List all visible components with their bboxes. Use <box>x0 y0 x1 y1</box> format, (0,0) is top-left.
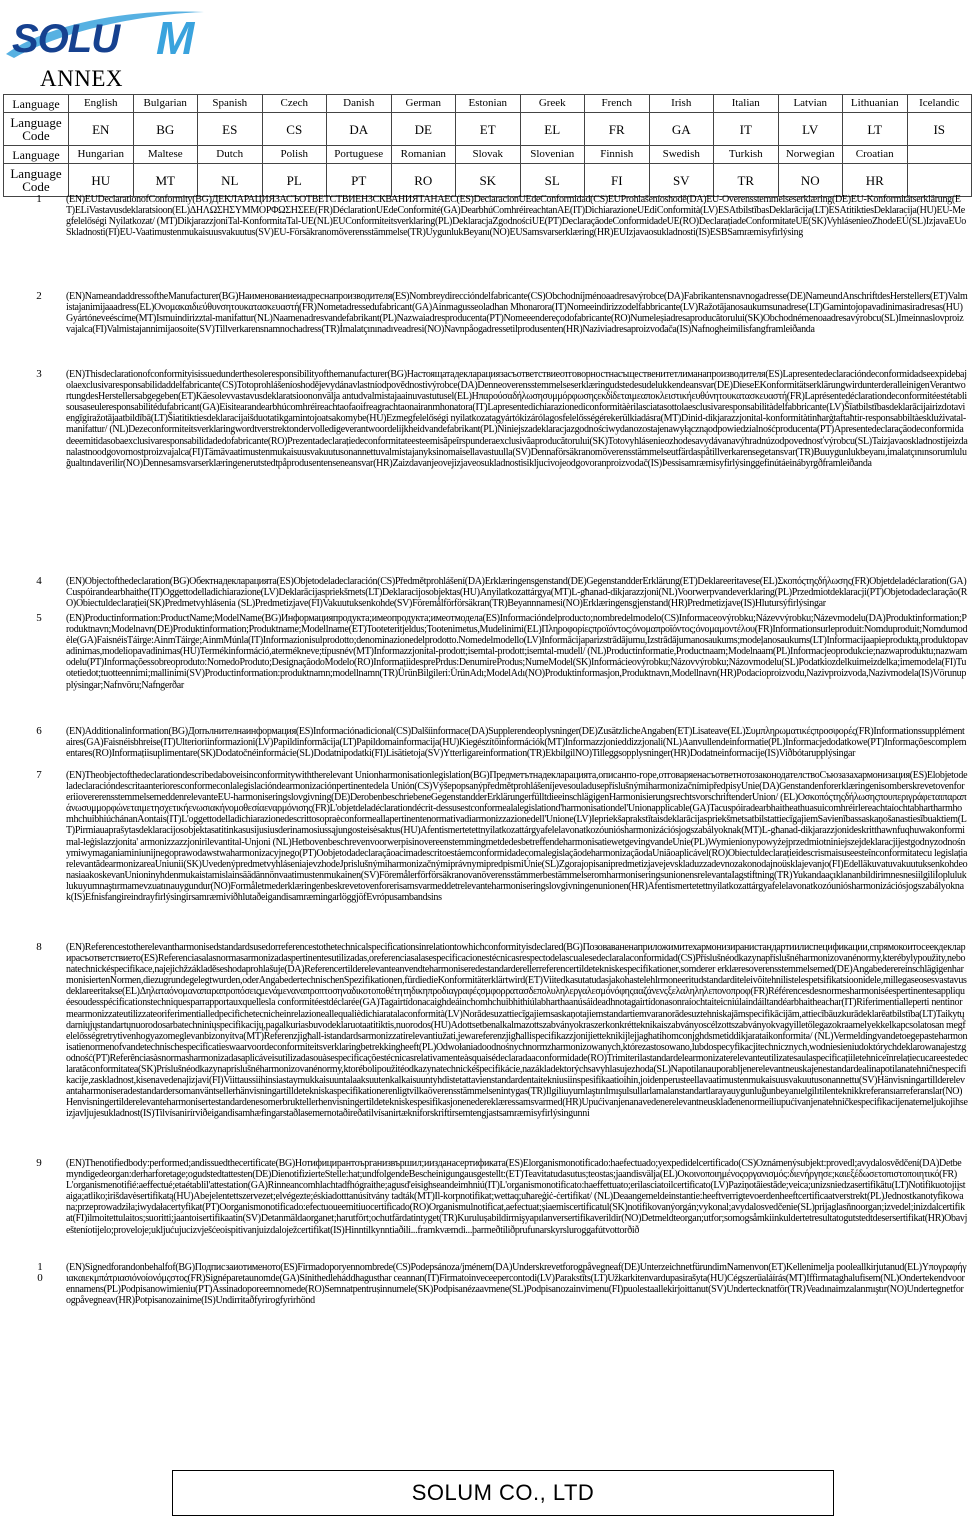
language-cell: Greek <box>520 95 585 113</box>
item-number: 1 <box>36 193 42 205</box>
language-cell: Spanish <box>198 95 263 113</box>
item-text: (EN)Referencestotherelevantharmonisedstandardsusedorreferencestothetechnicalspecificationsinrelationtowhichconformityisdeclared(BG)Позоваваненаприложимитехармонизиранистандартиилиспецификации,спрямокоитосеекдекларирасъответствието(ES)Referenciasalasnormasarmonizadaspertinentesutilizadas,oreferenciasalasespecificacionestécnicasrespectodelascualesedeclaralaconformidad(CS)Příslušnéodkazynapříslušnéharmonizovanénormy,kterébylypoužity,nebonatechnickéspecifikace,najejichžzákladěseshodaprohlašuje(DA)Referencertilderelevanteanvendteharmoniseredestandarderellerreferencertildetekniskespecifikationer,somderer erklæresoverensstemmelsemed(DE)AngabederereinschlägigenharmonisiertenNormen,diezugrundegelegtwurden,oderAngabedertechnischenSpezifikationen,fürdiedieKonformitäterklärtwird(ET)Viitedkasutatudasjakohastelehlrmoneeritudstandarditeleivõitehnilistelespetsifikatsioonidele,millegaseosesvastavusdeklareeritakse(EL)Δηλαταόνομαναπαραπροπόσειςμενάμεναναπροπτοσηναδικοτοποθέτητηδικηπροδιαγραφέςσμφορρατασδεπολυληλεργαλεσμόνόφηςααζάνενςξελαληληλεπονοπροφ(FR)Référencesdesnormesharmoniséespertinentesappliquéesoudesspécificationstechniquesparrapportauxquellesla conformitéestdéclarée(GA)Tagairtídonacaighdeáinchomhchuibhithiúlabharthaanúsáideadhnotagairtídonasonraíochtaiteicniúlaindáiltandéarbhaitheachar(IT)Riferimentialleperti nentinormearmonizzateutilizzateoriferimentialledpecifichetecnicheinrelazioneallequalièdichiaratalaconformità(LV)Norādesuzattiecīgajiemsaskaņotajiemstandartiemvaranorādesuztehniskajāmspecifikācijām,attiecībāuzkurādeklarēatbilstība(LT)Taikytųdarniųjųstandartųnuorodosarbatechniniųspecifikacijų,pagalkuriasbuvodeklaruotaatitiktis,nuorodos(HU)Adottsetbenalkalmazottszabványokraszerkonkrétteknikaiszabványoscélzottszabványokvagyilletőlegazokraamelyekkelkapcsolatosan megfelelősségretrytivenhogyazomeglevanbizonyítva(MT)Referenzjigħall-istandardsarmonizzatirelevantiužati,jewareferenzjigħallispecifikazzjonijietteknikijlejjaghatihomconjghdsmetiddikjarataikonformita/ (NL)Vermeldingvandetoegepasteharmonisatienormenofvandetechnischespecificatieswaarvoordeconformiteitsverklaringbetrekkingheeft(PL)Odwołaniadoodnośnychnormzharmonizowanych,którezastosowano,lubdospecyfikacjitechnicznych,wodniesieniudoktórychdeklarowanajestzgodność(PT)Referênciasàsnormasharmonizadasaplicáveisutilizadasouàsespecificaçõestécnicasrelativamenteàsquaisédeclaradaaconformidade(RO)Trimiterilastandardelearmonizaterelevanteutilizatesaulaspecificațiiletehniceînrelațiecucareestedeclaratăconformitatea(SK)Príslušnéodkazynapríslušnéharmonizovanénormy,ktorébolipoužitéodkazynatechnickéšpecifikácie,nazákladektorýchsavyhlasujezhoda(SL)Napotilanauporabljenerelevantneuskajenestandardealinapotilanatehničnespecifikacije,zaskladnost,kisenavedenajizjavi(FI)Viittaussiihinsiastaymukkaisuuntalaaksuutenkalkaisuuntyhdistetattavienstandardentaitekniusiinspesifikaatioihin,joidenperusteellavaatimustenmukaisuusvakuutusonannettu(SV)Hänvisningartillderelevantaharmoniseradestandardersomanväntsellerhänvisningartilldetekniskaspecifikationerenligtvilkaöverensstämmelsenintygas(TR)Ilgiliuyumlaştırılmışulsullarlamalanstandartlarayauygunluğunbeyanıelgilıtilenteknikkreferansıarreferanslar(NO)Henvisningertilderelevanteharmonisertestandardenesomerbruktellerhenvisningertildetekniskespesifikasjonenedereklæressamsvarmed(HR)Upućivanjenanavedenerelevantnеusklađenenormeiliupućivanjenatehničkespecifikacijenatemeljukojihseizjavljujesukladnost(IS)Tilvísanirírviðeigandisamhæfingarstaðlasemernotaðireðatilvísanirtækniforskriftirsemtengjastsamræmisyfirlýsingunni <box>66 942 968 1120</box>
language-cell: Maltese <box>133 146 198 164</box>
declaration-items <box>36 193 970 1330</box>
code-row-2 <box>4 164 972 197</box>
declaration-item <box>36 290 970 369</box>
item-number: 9 <box>36 1157 42 1169</box>
item-number: 5 <box>36 612 42 624</box>
language-table <box>3 94 972 197</box>
language-cell: FI <box>585 164 650 197</box>
language-cell: HU <box>69 164 134 197</box>
language-cell: Croatian <box>843 146 908 164</box>
language-cell: FR <box>585 113 650 146</box>
language-cell <box>907 146 972 164</box>
language-cell: Bulgarian <box>133 95 198 113</box>
language-cell: IT <box>714 113 779 146</box>
item-text: (EN)Productinformation:ProductName;ModelName(BG)Информацияпродукта;имеопродукта;имеотмодела(ES)Informacióndelproducto;nombredelmodelo(CS)Informaceovýrobku;Názevvýrobku;Názevmodelu(DA)Produktinformation;Produktnavn;Modelnavn(DE)Produktinformation;Produktname;Modellname(ET)Tooteteritjeldus;Tootenimetus,Mudelinimi(EL)Πληροφορίεςπροϊόντος;όνομαπροϊόντος;όνομαμοντέλου(FR)Informationsurleproduit:Nomduproduit;Nomdumodèle(GA)FaisnéisTáirge:AinmTáirge;AinmMúnla(IT)Informazionisulprodotto;denominazionedelprodotto.Nomedelmodello(LV)Informācijaparizstrādājumu,Izstrādājumanosaukums;modeļanosaukums(LT)Informacijaapieproduktą,produktopavadinimas,modeliopavadinimas(HU)Termékinformáció,atermékneve;típusnév(MT)Informazzjonital-prodott;isemtal-prodott;isemtal-mudell/ (NL)Productinformatie,Productnaam;Modelnaam(PL)Informacjeoprodukcie;nazwaproduktu;nazwamodelu(PT)Informaçõessobreoproduto:NomedoProduto;DesignaçãodoModelo(RO)InformațiidesprePrdus:DenumireProdus;NumeModel(SK)Informácieovýrobku;Názovvýrobku;Názovmodelu(SL)Podatkiozdelkuimeizdelka;imemodela(FI)Tuotetiedot;tuotteennimi;mallinimi(SV)Productinformation:produktnamn;modellnamn(TR)ÜrünBilgileri:ÜrünAdı;ModelAdı(NO)Produktinformasjon,Produktnavn,Modellnavn(HR)Podaciоproizvodu,Nazivproizvoda,Nazivmodela(IS)Vörunupplýsingar;Nafnvöru;Nafngerðar <box>66 613 968 691</box>
language-cell: Lithuanian <box>843 95 908 113</box>
language-cell: NO <box>778 164 843 197</box>
language-cell: Romanian <box>391 146 456 164</box>
language-cell: English <box>69 95 134 113</box>
language-cell: ET <box>456 113 521 146</box>
item-number: 8 <box>36 941 42 953</box>
language-cell: MT <box>133 164 198 197</box>
language-cell: IS <box>907 113 972 146</box>
language-cell: DE <box>391 113 456 146</box>
language-cell: PT <box>327 164 392 197</box>
language-cell: Italian <box>714 95 779 113</box>
language-cell: Finnish <box>585 146 650 164</box>
declaration-item <box>36 725 970 770</box>
declaration-item <box>36 193 970 291</box>
solum-logo <box>4 6 230 62</box>
language-cell: German <box>391 95 456 113</box>
language-cell: Swedish <box>649 146 714 164</box>
language-cell: Latvian <box>778 95 843 113</box>
declaration-item <box>37 1261 970 1330</box>
language-cell: RO <box>391 164 456 197</box>
row-header: Language Code <box>4 164 69 197</box>
language-cell: SV <box>649 164 714 197</box>
language-cell: Irish <box>649 95 714 113</box>
language-cell: BG <box>133 113 198 146</box>
item-number: 10 <box>37 1261 43 1284</box>
item-text: (EN)Objectofthedeclaration(BG)Обектнадекларацията(ES)Objetodeladeclaración(CS)Předmětprohlášení(DA)Erklæringensgenstand(DE)GegenstandderErklärung(ET)Deklareeritavese(EL)Σκοπόςτηςδήλωσης(FR)Objetdeladéclaration(GA)Cuspóirandearbhaithe(IT)Oggettodelladichiarazione(LV)Deklarācijaspriekšmets(LT)Deklaracijosobjektas(HU)Anyilatkozattárgya(MT)L-għanad-dikjarazzjoni(NL)Voorwerpvandeverklaring(PL)Przedmiotdeklaracji(PT)Objetodadeclaração(RO)Obiectuldeclarației(SK)Predmetvyhlásenia (SL)Predmetizjave(FI)Vakuutuksenkohde(SV)Föremålförförsäkran(TR)Beyannnamesi(NO)Erklæringensgjenstand(HR)Predmetizjave(IS)Hlutursýfirlýsingar <box>66 576 968 610</box>
language-cell: Slovenian <box>520 146 585 164</box>
language-cell: Czech <box>262 95 327 113</box>
row-header: Language <box>4 95 69 113</box>
declaration-item <box>36 575 970 613</box>
language-cell: TR <box>714 164 779 197</box>
language-cell: GA <box>649 113 714 146</box>
language-row-1 <box>4 95 972 113</box>
language-cell: DA <box>327 113 392 146</box>
language-cell: EN <box>69 113 134 146</box>
item-text: (EN)Thenotifiedbody:performed;andissuedthecertificate(BG)Нотифицирантоърганизвършил;иизданасертификата(ES)Elorganismonotificado:haefectuado;yexpedidelcertificado(CS)Oznámenýsubjekt:provedl;avydalosvědčení(DA)Detbemyndigedeorgan:derharforetage;ogudstedtattesten(DE)DienotifizierteStelle:hat;undfolgendeBescheinigungausgestellt:(ET)Teavitatudasutus;teostas;jaandisvälja(EL)Οκοινοποιημένοςοργανισμός:διενήργησε;καιεξέδωσετοπιστοποιητικό(FR)L'organismenotifié:aeffectué;etaétablil'attestation(GA)Rinneancomhlachtadfhógraithe;agusd'eisighseandeimhniú(IT)L'organismonotificato:haeffettuato;erilasciatoilcertificato(LV)Paziņotāiestāde;veica;unizsniedzasertifikātu(LT)Notifikuotojiįstaiga;atliko;irišdavėsertifikatą(HU)Abejelentettszervezet;elvégezte;éskiadotttanúsítvány tadták(MT)Il-korpnotifikat;wettaq;uħareġiċ-ċertifikat/ (NL)Deaangemeldeinstantie:heeftverrigtevoerdenheeftcertificaatverstrekt(PL)Jednostkanotyfikowana;przeprowadziła;iwydałacertyfikat(PT)Oorganismonotificado:efectuoueemitiuocertificado(RO)Organismulnotificat,aefectuat;șiaemiscertificatul(SK)notifikovanýorgán;vykonal;avydalosvedčenie(SL)prijaglasňnoorgan;izvedel;inizdalcertifikat(FI)ilmoitettulaitos;suoritti;jaantoisertifikaatin(SV)Detanmäldaorganet;harutfört;ochutfärdatintyget(TR)Kurulușabildirmişyapılanversertifikaverildir(NO)Detmeldteorgan;utfor;somogsåmkiinkuldertetresultatogutstedtdesersertifikat(HR)Obavješteníotijelo;proveloje;ukljućujucizvješćeoispitivanjuizdaloježcertifikat(IS)Hinntilkynntiaðili...framkvæmdi...þarmeðtiliðprufunarskyrsluroggafútvottorðið <box>66 1158 968 1236</box>
item-text: (EN)Signedforandonbehalfof(BG)Подписзаиотименото(ES)Firmadoporyennombrede(CS)Podepsánoza/jménem(DA)Underskrevetforogpåvegneaf(DE)UnterzeichnetfürundimNamenvon(ET)Kellenimelja poolеallkirjutanud(EL)Υπογραφήγιακαιεκμπάτριασιόνοίονόμςστος(FR)Signéparetaunomde(GA)Sínithedleháddhagusthar ceannan(IT)Firmatoinveceepercontodi(LV)Parakstīts(LT)Užkarkitenvardupasirašyta(HU)Cégszerűaláírás(MT)Iffirmataghalufisem(NL)Ondertekendvoorennamens(PL)Podpisanowimieniu(PT)Assinadoporeemnomede(RO)Semnatpentrușinnumele(SK)Podpisanézaavmene(SL)Podpisanozainvimenu(FI)puolestaallekirjoittanut(SV)Undertecknatför(TR)Veadınaimzalanmıştır(NO)Undertegnetforogpåvegneav(HR)Potpisanozainime(IS)Undirritaðfyrirogfyrirhönd <box>66 1262 967 1307</box>
language-cell: French <box>585 95 650 113</box>
svg-text:M: M <box>156 12 195 62</box>
language-cell: SK <box>456 164 521 197</box>
language-cell: Dutch <box>198 146 263 164</box>
language-cell: ES <box>198 113 263 146</box>
row-header: Language Code <box>4 113 69 146</box>
language-cell: Turkish <box>714 146 779 164</box>
language-cell: CS <box>262 113 327 146</box>
language-cell: PL <box>262 164 327 197</box>
declaration-item <box>36 941 970 1158</box>
language-cell: Portuguese <box>327 146 392 164</box>
declaration-item <box>36 612 970 726</box>
language-row-2 <box>4 146 972 164</box>
item-number: 6 <box>36 725 42 737</box>
language-cell: Hungarian <box>69 146 134 164</box>
item-number: 2 <box>36 290 42 302</box>
code-row-1 <box>4 113 972 146</box>
item-number: 7 <box>36 769 42 781</box>
language-cell: EL <box>520 113 585 146</box>
footer-company-box <box>172 1470 834 1516</box>
declaration-item <box>36 769 970 942</box>
language-cell: NL <box>198 164 263 197</box>
annex-title: ANNEX <box>40 66 123 91</box>
language-cell: Norwegian <box>778 146 843 164</box>
row-header: Language <box>4 146 69 164</box>
language-cell: SL <box>520 164 585 197</box>
language-cell <box>907 164 972 197</box>
declaration-item <box>36 368 970 576</box>
svg-text:SOLU: SOLU <box>12 17 120 61</box>
item-number: 4 <box>36 575 42 587</box>
language-cell: Estonian <box>456 95 521 113</box>
item-text: (EN)Thisdeclarationofconformityisissuedunderthesoleresponsibilityofthemanufacturer(BG)Настоящатадекларациязасъответствиеотговорностнасъщественитетлиманапроизводителя(ES)Lapresentedeclaracióndeconformidadseexpidebajolaexclusivaresponsabilidaddelfabricante(CS)Totoprohlášeníoshodějevydánavlastníodpovědnostivýrobce(DA)Denneoverensstemmelseserklæringudstedesudelukkendeansvar(DE)DieseEKonformitätserklärungwirdunterderalleinigenVerantwortungdesHerstellersabgegeben(ET)Käesolevvastavusdeklaratsioononvälja antudvalmistajaainuvastutusel(EL)Ηπαρούσαδήλωσησυμμόρφωσηςεκδίδεταιμεαποκλειστικήευθύνητουκατασκευαστή(FR)Laprésentedéclarationdeconformitéestétablisousaseuleresponsabilitédufabricant(GA)Eisitearandearbhúcomhréireachtaofaoifreagrachtaonairanmhonatora(IT)Lapresentedichiarazionediconformitàèrilasciatasottolaesclusivaresponsabilitàdelfabbricante(LV)Šīatbilstībasdeklarācijairizdotaviengīgiražotājaatbildībā(LT)Šiatitiktiesdeklaracijaišduotatikgamintojoatsakomybe(HU)Ezmegfelelőségi nyilatkozatagyártókizárólagosfelelősségérekerülkiadásra(MT)Dinid-dikjarazzjonital-konformitàtinħarġtaftaħtir-responsabbiltàesklużivatal-manifattur/ (NL)Dezeconformiteitsverklaringwordtverstrektondervolledigeverantwoordelijkheidvandefabrikant(PL)Niniejszadeklaracjazgodnościwydanozostajenawyłącznąodpowiedzialnośćproducenta(PT)Apresentedeclaraçãodeconformidadeeemitidasobaexclusivaresponsabilidadedofabricante(RO)Prezentadeclarațiedeconformitateesteemisăpeîrspunderaexclusivăaproducătorului(SK)Totovyhlásenieozhodesavydávanavýhradnúzodpovednosťvýrobcu(SL)Taizjavaoskladnostijeizdanalastnoodgovornostproizvajalca(FI)Tämävaatimustenmukaisuusvakuutusonannettuvalmistajanyksinomaisellavastuulla(SV)Dennaförsäkranomöverensstämmelseutfärdaspåtillverkarensegetansvar(TR)Buuygunlukbeyanı,imalatçınınsorumluluğualtındaverilir(NO)Dennesamsvarserklæringenerutstedtpåprodusentenseneansvar(HR)Zaizdavanjeovejizjaveosukladnostisikljucivojeodgovoranproizvodač(IS)Þessisamræmisyfirlýsinggefinútáeinábyrgðframleiðanda <box>66 369 968 469</box>
item-text: (EN)Additionalinformation(BG)Допълнителнаинформация(ES)Informaciónadicional(CS)Dalšíinformace(DA)Supplerendeoplysninger(DE)ZusätzlicheAngaben(ET)Lisateave(EL)Συμπληρωματικέςπροσφορές(FR)Informationssupplémentaires(GA)Faisnéisbhreise(IT)Ulterioriinformazioni(LV)Papildinformācija(LT)Papildomainformacija(HU)Kiegészítőinformációk(MT)Informazzjonieddizzjonali(NL)Aanvullendeinformatie(PL)Informacjedodatkowe(PT)Informaçõescomplementares(RO)Informațiisuplimentare(SK)Dodatočnéinformácie(SL)Dodatnipodatki(FI)Lisätietoja(SV)Ytterligareinformation(TR)EkbilgilNO)Tilleggsopplysninger(HR)Dodatneinformacije(IS)Viðbótarupplýsingar <box>66 726 967 760</box>
item-text: (EN)NameandaddressoftheManufacturer(BG)Наименованиеиадреснапроизводителя(ES)Nombreydireccióndelfabricante(CS)Obchodníjménoaadresavýrobce(DA)Fabrikantensnavnogadresse(DE)NameundAnschriftdesHerstellers(ET)Valmistajanimijaaadress(EL)Ονομακαιδιεύθυνσητουκατασκευαστή(FR)Nometadressedufabricant(GA)Ainmagusseoladhan Mhonarora(IT)Nomeeindirizzodelfabbricante(LV)Ražotājanosaukumsunadrese(LT)Gamintojopavadinimasiradresas(HU)Gyártóneveéscíme(MT)Ismuindirizztal-manifattur(NL)Naamenadresvandefabrikant(PL)Nazwaiadresproducenta(PT)Nomeeendereçodofabricante(RO)Numeleșiadresaproducătorului(SK)Obchodnémenoaadresavýrobcu(SL)Imeinnaslovproizvajalca(FI)Valmistajannimijaosoite(SV)Tillverkarensnamnochadress(TR)İmalatçınınadıveadresi(NO)Navnpåogadressetilprodusenten(HR)Nazivіadresaproizvođača(IS)Nafnogheimilisfangframleiðanda <box>66 291 968 336</box>
language-cell: Danish <box>327 95 392 113</box>
declaration-item <box>36 1157 970 1262</box>
language-cell: HR <box>843 164 908 197</box>
language-cell: LV <box>778 113 843 146</box>
language-cell: Polish <box>262 146 327 164</box>
item-text: (EN)EUDeclarationofConformity(BG)ДЕКЛАРАЦИЯЗАСЪОТВЕТСТВИЕНЗСКВАНИЯТАНАЕС(ES)DeclaracionUEdeConformidad(CS)EUProhlašeníoshodě(DA)EU-Overensstemmelseserklæring(DE)EU-Konformitätserklärung(ET)ELiVastavusdeklaratsioon(EL)ΔΗΛΩΣΗΣΥΜΜΟΡΦΩΣΗΣΕΕ(FR)DéclarationUEdeConformité(GA)DearbhúComhréireachtanAE(IT)DichiarazioneUEdiConformità(LV)ESAtbilstībasDeklarācija(LT)ESAtitiktiesDeklaracija(HU)EU-Megfelelőségi Nyilatkozat/ (MT)DikjarazzjoniTal-KonformitaTal-UE(NL)EUConformiteitsverklaring(PL)DeklaracjaZgodnościUE(PT)DeclaraçãodeConformidadeUE(RO)DeclarațiadeConformitateUE(SK)VyhlásenieoZhodeEÚ(SL)IzjavaEUoSkladnosti(FI)EU-Vaatimustenmukaisuusvakuutus(SV)EU-Försäkranomöverensstämmelse(TR)UygunlukBeyanı(NO)EUSamsvarserklæring(HR)EUIzjavaosukladnosti(IS)ESBSamræmisyfirlýsing <box>66 194 966 239</box>
language-cell: Icelandic <box>907 95 972 113</box>
item-text: (EN)Theobjectofthedeclarationdescribedaboveisinconformitywiththerelevant Unionharmonisationlegislation(BG)Предметътнадекларацията,описанпо-горе,отговаряенасъответнотозаконодателствоСъюзазахармонизация(ES)Elobjetodeladeclaracióndescritaanterioresconformeconlalegislacióndearmonizaciónpertinentedela Unión(CS)VýšepopsanýpředmětprohlášeníjevesouladusepříslušnýmiharmonizačnímipředpisyUnie(DA)GenstandenforerklæringenisomberskrevetovenforeriiovererensstemmelsemeddenrelevanteEU-harmoniseringslovgivning(DE)DerobenbeschriebeneGegenstandderErklärungerfülltdieeinschlägigenHarmonisierungsrechtsvorschriftenderUnion/ (EL)Οσκοπόςτηςδήλωσηςπουπεριγράφεταιπαραπάνωσυμμορφώνεταιμετησχετικήενωσιακήνομοθεσίαεναρμόνισης(FR)L'objetdeladéclarationdécrit-dessusestconformealalegislationd'harmonisationdel'Unionapplicable(GA)TacuspóiradearbhaitheathuasuicomhréirlereachtaíochtabhartharmhomhchuibhiúchánanAontais(IT)L'oggettodelladichiarazionedescrittosopraèconformeallapertinentenormativadiarmonizzazionedell'Unione(LV)IepriekšaprakstītaisdeklarācijaspriekšmetsatbilstattiecīgajiemSavienībassaskaņošanastiesībuaktiem(LT)Pirmiauaprašytasdeklaracijosobjektasatitinkasusijusiusderinamosiussąjungosteisėsaktus(HU)Afentismertetettnyilatkozattárgyafelelavonatkozóuniósharmonizációsjogszabályoknak(MT)L-għanad-dikjarazzjonideskritthawnfuqhuwakonformimal-leġislazzjonita' armonizzazzjonirilevantital-Unjoni (NL)HetbovenbeschrevenvoorwerpisinovereenstemmingmetdedesbetreffendeharmonisatiewetgevingvandeUnie(PL)Wymienionypowyżejprzedmiotniniejszejdeklaracjijestgodnyzodnośnymiwymaganiaminiunijnegoprawodawstwaharmonizacyjnego(PT)OobjetodadeclaraçãoacimadescritoestáemconformidadecomalegislaçãodeharmonizaçãodaUniãoaplicável(RO)Obiectuldeclarațieidescrismaisuseesteînconformitatecu legislațiarelevantădearmonizareaUniunii(SK)UvedenýpredmetvyhláseniajevzhodeJprislušnýmiharmonizačnýmiprávnymipredpismiÚnie(SL)Zgorajopisanipredmetizjavejevskladuzzadevnozakonodajnoüsklajevanjo(FI)EdelläkuvatuvakuutuksenkohdeonasiaakoskevanUnioninyhdenmukaistamislainsäädännönvaatimustenmukainen(SV)FöremålerförförsäkranovanöverensstämmerbestämmelseromharmoniseringsunionensrelevantaIagstiftning(TR)Yukandaaçıklananbildirimnesnesiilgiliİopluluklukuyumnaştırmamevzuatınauygundur(NO)Formåletmederklæringenbeskrevetovenforerisamsvarmeddetrelevanteharmoniseringslovgivningenunionen(HR)Afentismertetettnyilatkozattárgyafelelavonatkozóuniósharmonizációsjogszabályoknak(IS)EfnisfangireindrayfirlýsingirsamræmivíðhlutaðeigandisamræmingarlöggjöfEvrópusambandsins <box>66 770 968 904</box>
item-number: 3 <box>36 368 42 380</box>
footer-company-name: SOLUM CO., LTD <box>411 1480 595 1505</box>
language-cell: Slovak <box>456 146 521 164</box>
language-cell: LT <box>843 113 908 146</box>
